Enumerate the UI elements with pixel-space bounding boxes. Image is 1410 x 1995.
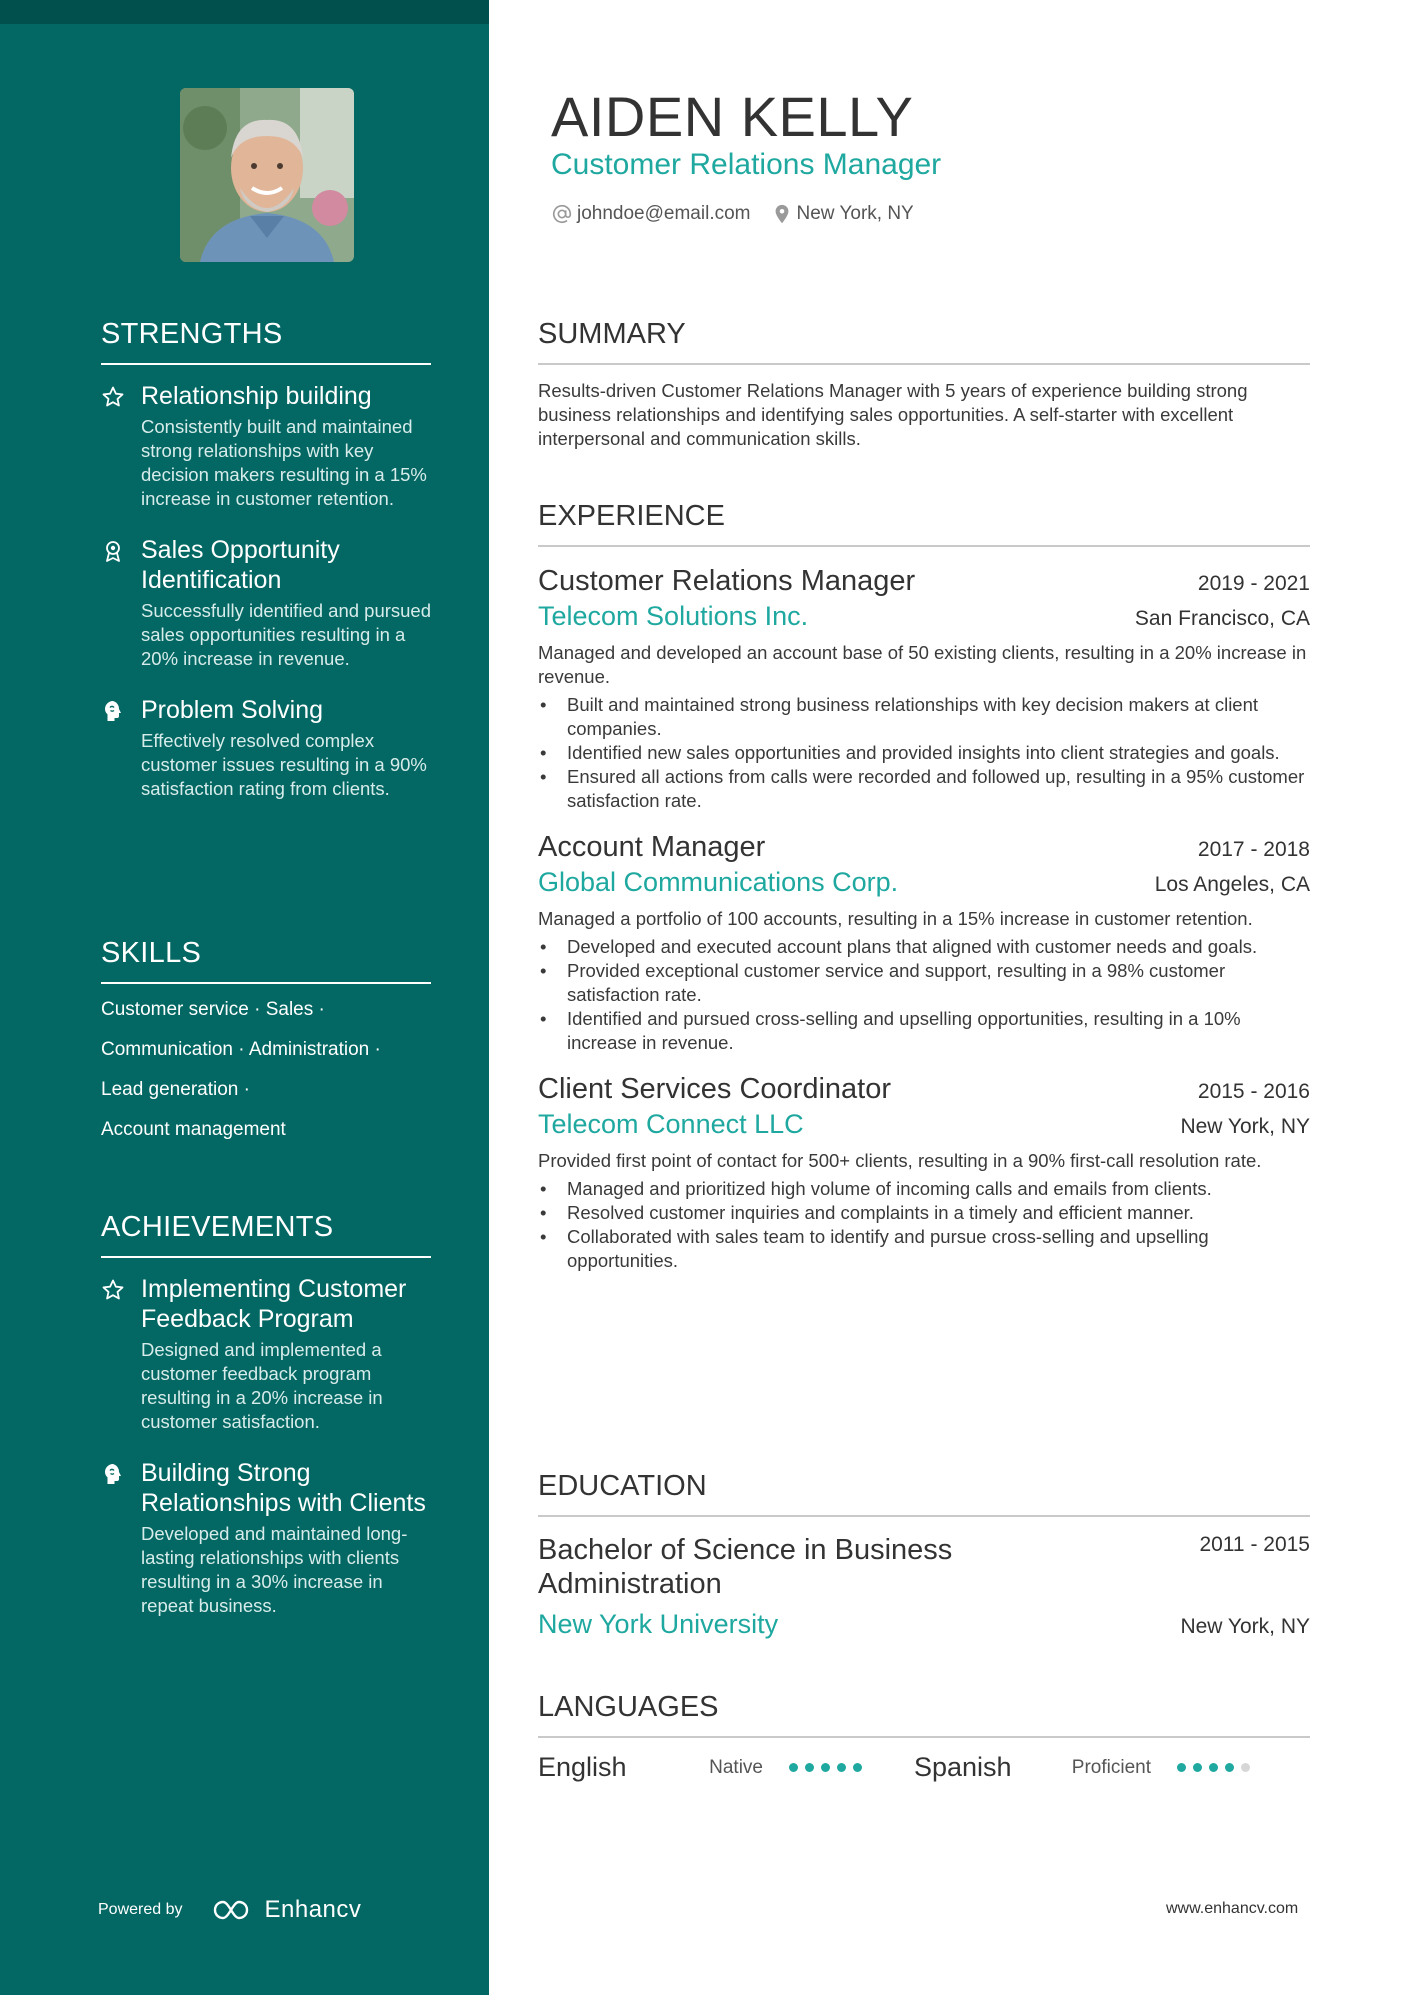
degree-title: Bachelor of Science in Business Administration xyxy=(538,1534,953,1600)
skills-section xyxy=(101,937,431,1158)
profile-photo xyxy=(180,88,354,262)
education-dates: 2011 - 2015 xyxy=(1199,1533,1310,1556)
medal-icon xyxy=(101,535,141,671)
job-dates: 2017 - 2018 xyxy=(1197,838,1310,861)
strengths-heading: STRENGTHS xyxy=(101,318,431,365)
email-contact[interactable] xyxy=(551,203,751,225)
strength-item xyxy=(101,535,431,671)
sidebar-top-bar xyxy=(0,0,489,24)
languages-heading: LANGUAGES xyxy=(538,1691,1310,1738)
rating-dot-filled xyxy=(1193,1763,1202,1772)
contact-info xyxy=(551,203,934,225)
strength-desc: Successfully identified and pursued sales opportunities resulting in a 20% increase in revenue. xyxy=(141,600,432,669)
star-icon xyxy=(101,1274,141,1434)
achievement-desc: Developed and maintained long-lasting relationships with clients resulting in a 30% increase in repeat business. xyxy=(141,1523,408,1616)
education-section xyxy=(538,1470,1310,1641)
language-level: Proficient xyxy=(1071,1756,1151,1778)
achievements-heading: ACHIEVEMENTS xyxy=(101,1211,431,1258)
job-description: Provided first point of contact for 500+ clients, resulting in a 90% first-call resolution rate. xyxy=(538,1150,1262,1171)
language-rating xyxy=(789,1763,862,1772)
location-text: New York, NY xyxy=(796,203,914,224)
job-location: Los Angeles, CA xyxy=(1154,873,1310,896)
job-bullet: • Managed and prioritized high volume of incoming calls and emails from clients. xyxy=(538,1177,1310,1201)
job-title: Client Services Coordinator xyxy=(538,1073,891,1105)
rating-dot-filled xyxy=(821,1763,830,1772)
rating-dot-filled xyxy=(837,1763,846,1772)
star-icon xyxy=(101,381,141,511)
job-bullet: • Identified and pursued cross-selling and upselling opportunities, resulting in a 10% increase in revenue. xyxy=(538,1007,1310,1055)
experience-section xyxy=(538,500,1310,1273)
job-bullet: • Developed and executed account plans that aligned with customer needs and goals. xyxy=(538,935,1310,959)
powered-by-label: Powered by xyxy=(98,1901,183,1918)
languages-row xyxy=(538,1752,1310,1783)
job-bullet: • Identified new sales opportunities and provided insights into client strategies and goals. xyxy=(538,741,1310,765)
languages-section xyxy=(538,1691,1310,1783)
job-dates: 2019 - 2021 xyxy=(1197,572,1310,595)
sidebar xyxy=(0,0,489,1995)
rating-dot-filled xyxy=(1209,1763,1218,1772)
summary-text: Results-driven Customer Relations Manager with 5 years of experience building strong business relationships and identifying sales opportunities. A self-starter with excellent interpersonal and communication skills. xyxy=(538,380,1248,449)
skills-line: Account management xyxy=(101,1119,286,1140)
achievement-title: Building Strong Relationships with Clients xyxy=(141,1459,426,1517)
school-name: New York University xyxy=(538,1609,779,1639)
job-bullet: • Built and maintained strong business relationships with key decision makers at client companies. xyxy=(538,693,1310,741)
brain-head-icon xyxy=(101,695,141,801)
school-location: New York, NY xyxy=(1180,1615,1310,1638)
email-text: johndoe@email.com xyxy=(577,203,751,224)
education-heading: EDUCATION xyxy=(538,1470,1310,1517)
location-contact xyxy=(771,203,914,225)
enhancv-logo-icon xyxy=(211,1897,257,1923)
strength-item xyxy=(101,695,431,801)
at-sign-icon xyxy=(551,203,573,225)
rating-dot-filled xyxy=(789,1763,798,1772)
job-bullet: • Ensured all actions from calls were recorded and followed up, resulting in a 95% customer satisfaction rate. xyxy=(538,765,1310,813)
language-rating xyxy=(1177,1763,1250,1772)
job-location: New York, NY xyxy=(1180,1115,1310,1138)
achievement-title: Implementing Customer Feedback Program xyxy=(141,1275,407,1333)
rating-dot-empty xyxy=(1241,1763,1250,1772)
language-name: Spanish xyxy=(914,1752,1012,1782)
job-bullets xyxy=(538,1177,1310,1273)
language-level: Native xyxy=(709,1756,763,1778)
job-bullets xyxy=(538,693,1310,813)
experience-heading: EXPERIENCE xyxy=(538,500,1310,547)
enhancv-brand-name: Enhancv xyxy=(264,1896,362,1923)
skills-line: Lead generation · xyxy=(101,1079,250,1100)
candidate-name: AIDEN KELLY xyxy=(551,85,914,148)
skills-heading: SKILLS xyxy=(101,937,431,984)
strength-title: Problem Solving xyxy=(141,696,324,724)
job-description: Managed a portfolio of 100 accounts, resulting in a 15% increase in customer retention. xyxy=(538,908,1253,929)
job-entry xyxy=(538,1071,1310,1273)
strength-item xyxy=(101,381,431,511)
job-company: Telecom Solutions Inc. xyxy=(538,601,809,631)
job-location: San Francisco, CA xyxy=(1134,607,1310,630)
job-company: Telecom Connect LLC xyxy=(538,1109,804,1139)
strength-title: Sales Opportunity Identification xyxy=(141,536,340,594)
rating-dot-filled xyxy=(1177,1763,1186,1772)
education-entry xyxy=(538,1533,1310,1641)
job-description: Managed and developed an account base of 50 existing clients, resulting in a 20% increase in revenue. xyxy=(538,642,1307,687)
summary-heading: SUMMARY xyxy=(538,318,1310,365)
achievements-section xyxy=(101,1211,431,1618)
strength-desc: Consistently built and maintained strong relationships with key decision makers resulting in a 15% increase in customer retention. xyxy=(141,416,427,509)
candidate-role: Customer Relations Manager xyxy=(551,148,942,181)
location-pin-icon xyxy=(771,203,793,225)
rating-dot-filled xyxy=(853,1763,862,1772)
achievement-item xyxy=(101,1458,431,1618)
achievement-desc: Designed and implemented a customer feedback program resulting in a 20% increase in customer satisfaction. xyxy=(141,1339,383,1432)
achievement-item xyxy=(101,1274,431,1434)
website-link[interactable]: www.enhancv.com xyxy=(1166,1900,1299,1917)
job-title: Customer Relations Manager xyxy=(538,565,916,597)
enhancv-logo[interactable] xyxy=(211,1896,362,1924)
job-bullet: • Collaborated with sales team to identify and pursue cross-selling and upselling opportunities. xyxy=(538,1225,1310,1273)
job-entry xyxy=(538,829,1310,1055)
skills-line: Communication · Administration · xyxy=(101,1039,381,1060)
summary-section xyxy=(538,318,1310,451)
job-bullet: • Provided exceptional customer service and support, resulting in a 98% customer satisfaction rate. xyxy=(538,959,1310,1007)
rating-dot-filled xyxy=(1225,1763,1234,1772)
language-name: English xyxy=(538,1752,627,1782)
skills-line: Customer service · Sales · xyxy=(101,999,325,1020)
brain-head-icon xyxy=(101,1458,141,1618)
job-title: Account Manager xyxy=(538,831,766,863)
strength-desc: Effectively resolved complex customer issues resulting in a 90% satisfaction rating from clients. xyxy=(141,730,427,799)
rating-dot-filled xyxy=(805,1763,814,1772)
job-company: Global Communications Corp. xyxy=(538,867,899,897)
skills-list xyxy=(101,998,431,1142)
job-bullets xyxy=(538,935,1310,1055)
strengths-section xyxy=(101,318,431,801)
strength-title: Relationship building xyxy=(141,382,372,410)
job-dates: 2015 - 2016 xyxy=(1197,1080,1310,1103)
powered-by xyxy=(98,1896,361,1924)
job-bullet: • Resolved customer inquiries and complaints in a timely and efficient manner. xyxy=(538,1201,1310,1225)
job-entry xyxy=(538,563,1310,813)
